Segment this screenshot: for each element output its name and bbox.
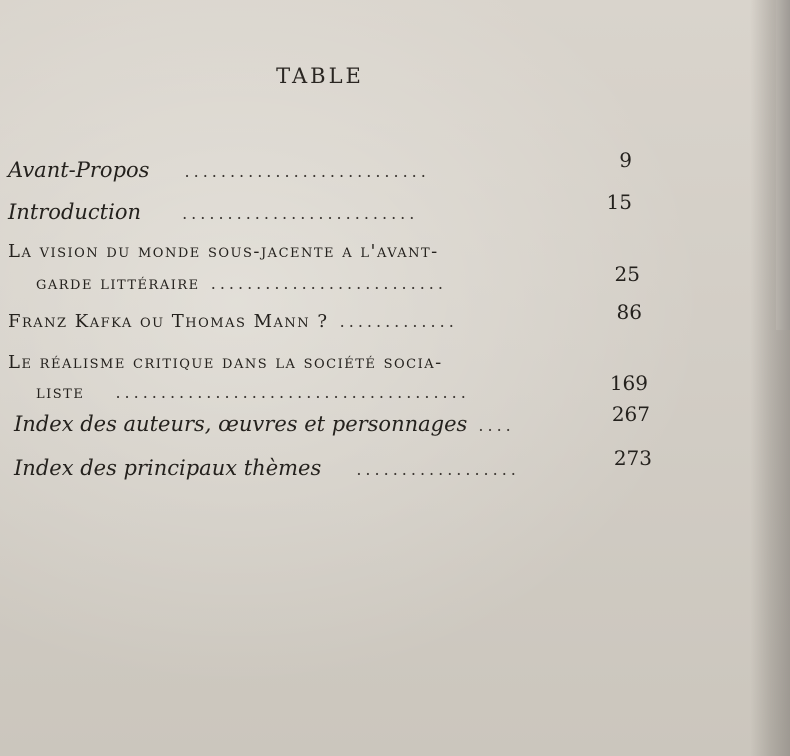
toc-entry-title: Introduction xyxy=(8,200,141,224)
toc-entry-title: Franz Kafka ou Thomas Mann ? xyxy=(8,311,329,332)
toc-page-number: 267 xyxy=(611,402,650,426)
toc-entry-title-continued: garde littéraire xyxy=(36,273,200,294)
toc-entry-title: Le réalisme critique dans la société socia- xyxy=(8,352,443,373)
toc-entry-line xyxy=(8,262,648,302)
toc-entry-line xyxy=(8,446,652,486)
toc-entry-title-continued: liste xyxy=(36,382,85,403)
toc-entry-line xyxy=(8,190,648,230)
toc-entry-kafka-mann xyxy=(8,300,648,340)
toc-entry-realisme-critique xyxy=(8,345,648,411)
toc-entry-line xyxy=(8,234,648,270)
toc-entry-index-themes xyxy=(8,446,652,486)
toc-entry-line xyxy=(8,402,650,442)
toc-page-number: 15 xyxy=(606,190,632,214)
leader-dots: ........................... xyxy=(184,162,430,181)
page-edge-strip xyxy=(776,0,790,330)
toc-page-number: 273 xyxy=(613,446,652,470)
leader-dots: .... xyxy=(478,416,515,435)
toc-page-number: 86 xyxy=(616,300,642,324)
leader-dots: .......................... xyxy=(210,274,447,293)
toc-entry-title: La vision du monde sous-jacente a l'avant- xyxy=(8,241,439,262)
toc-entry-line xyxy=(8,148,648,188)
toc-page-number: 9 xyxy=(619,148,632,172)
toc-entry-vision-du-monde xyxy=(8,234,648,302)
toc-page-number: 25 xyxy=(614,262,640,286)
leader-dots: .......................... xyxy=(182,204,419,223)
toc-entry-title: Index des auteurs, œuvres et personnages xyxy=(14,412,468,436)
toc-entry-avant-propos xyxy=(8,148,648,188)
page-title: TABLE xyxy=(276,64,364,88)
toc-entry-line xyxy=(8,300,648,340)
toc-page-number: 169 xyxy=(609,371,648,395)
toc-entry-index-auteurs xyxy=(8,402,650,442)
toc-entry-introduction xyxy=(8,190,648,230)
toc-entry-title: Avant-Propos xyxy=(8,158,150,182)
leader-dots: ....................................... xyxy=(115,383,470,402)
toc-entry-title: Index des principaux thèmes xyxy=(14,456,322,480)
leader-dots: .................. xyxy=(356,460,520,479)
leader-dots: ............. xyxy=(339,312,458,331)
